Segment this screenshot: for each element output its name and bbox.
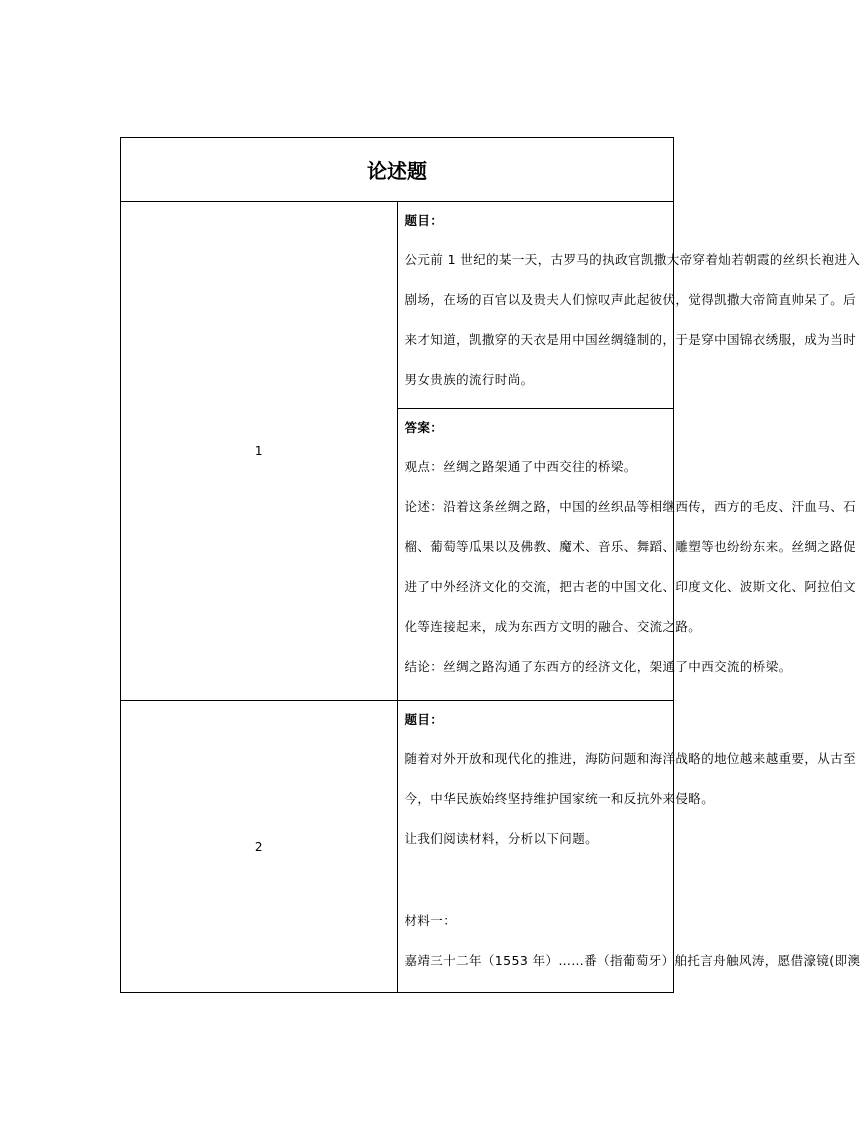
question-line: 随着对外开放和现代化的推进，海防问题和海洋战略的地位越来越重要，从古至 — [404, 751, 857, 766]
material-line: 嘉靖三十二年（1553 年）……番（指葡萄牙）舶托言舟触风涛，愿借濠镜(即澳 — [404, 953, 860, 968]
question-line: 剧场，在场的百官以及贵夫人们惊叹声此起彼伏，觉得凯撒大帝简直帅呆了。后 — [404, 292, 857, 307]
question-label: 题目： — [404, 213, 444, 228]
material-label: 材料一： — [404, 913, 457, 928]
item-2-row — [121, 701, 674, 993]
question-label: 题目： — [404, 712, 444, 727]
page-title: 论述题 — [121, 138, 674, 202]
question-cell — [397, 202, 860, 409]
question-line: 男女贵族的流行时尚。 — [404, 372, 534, 387]
answer-line: 结论：丝绸之路沟通了东西方的经济文化，架通了中西交流的桥梁。 — [404, 659, 792, 674]
essay-question-table — [120, 137, 860, 993]
answer-cell — [397, 409, 857, 701]
blank-gap — [405, 859, 667, 901]
item-1-question-row — [121, 202, 674, 409]
item-number: 2 — [121, 701, 398, 993]
answer-line: 化等连接起来，成为东西方文明的融合、交流之路。 — [404, 619, 702, 634]
question-line: 公元前 1 世纪的某一天，古罗马的执政官凯撒大帝穿着灿若朝霞的丝织长袍进入 — [404, 252, 860, 267]
question-line: 让我们阅读材料，分析以下问题。 — [404, 831, 599, 846]
answer-line: 榴、葡萄等瓜果以及佛教、魔术、音乐、舞蹈、雕塑等也纷纷东来。丝绸之路促 — [404, 539, 857, 554]
answer-label: 答案： — [404, 420, 444, 435]
title-row — [121, 138, 674, 202]
answer-line: 观点：丝绸之路架通了中西交往的桥梁。 — [404, 459, 637, 474]
question-cell — [397, 701, 860, 993]
item-number: 1 — [121, 202, 398, 701]
question-line: 来才知道，凯撒穿的天衣是用中国丝绸缝制的，于是穿中国锦衣绣服，成为当时 — [404, 332, 857, 347]
answer-line: 论述：沿着这条丝绸之路，中国的丝织品等相继西传，西方的毛皮、汗血马、石 — [404, 499, 857, 514]
question-line: 今，中华民族始终坚持维护国家统一和反抗外来侵略。 — [404, 791, 715, 806]
answer-line: 进了中外经济文化的交流，把古老的中国文化、印度文化、波斯文化、阿拉伯文 — [404, 579, 857, 594]
